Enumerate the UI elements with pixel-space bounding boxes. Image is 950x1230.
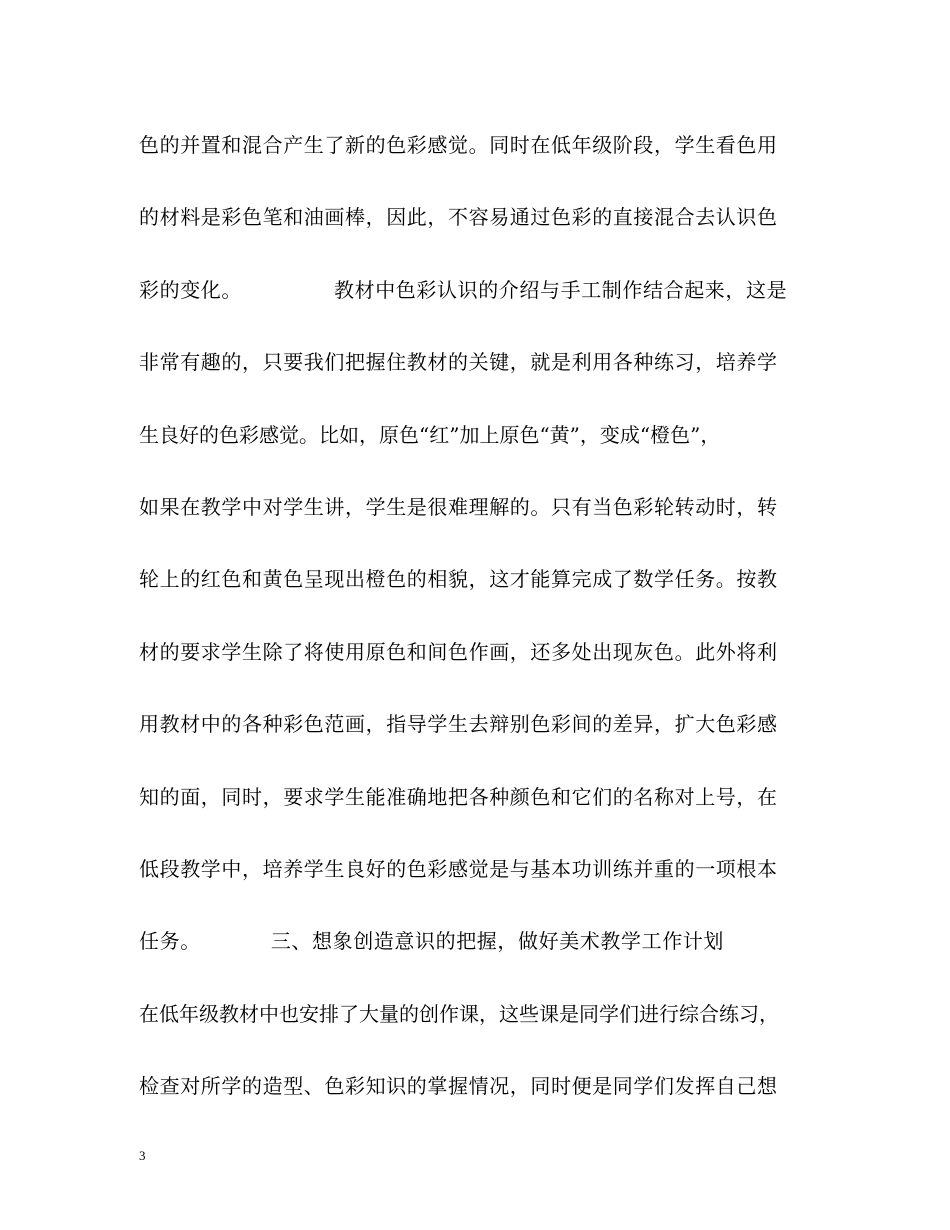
text-line-5: 生良好的色彩感觉。比如，原色“红”加上原色“黄”，变成“橙色”， — [139, 422, 721, 447]
text-line-6: 如果在教学中对学生讲，学生是很难理解的。只有当色彩轮转动时，转 — [139, 494, 778, 519]
text-line-14: 检查对所学的造型、色彩知识的掌握情况，同时便是同学们发挥自己想 — [139, 1074, 778, 1099]
text-line-3-end: 教材中色彩认识的介绍与手工制作结合起来，这是 — [334, 277, 788, 302]
text-line-10: 知的面，同时，要求学生能准确地把各种颜色和它们的名称对上号，在 — [139, 784, 778, 809]
text-line-12 — [139, 917, 819, 989]
text-line-2: 的材料是彩色笔和油画棒，因此，不容易通过色彩的直接混合去认识色 — [139, 205, 778, 230]
text-line-9: 用教材中的各种彩色范画，指导学生去辩别色彩间的差异，扩大色彩感 — [139, 712, 778, 737]
text-line-4: 非常有趣的，只要我们把握住教材的关键，就是利用各种练习，培养学 — [139, 350, 778, 375]
text-line-3-start: 彩的变化。 — [139, 277, 242, 302]
text-line-7: 轮上的红色和黄色呈现出橙色的相貌，这才能算完成了数学任务。按教 — [139, 567, 778, 592]
text-line-11: 低段教学中，培养学生良好的色彩感觉是与基本功训练并重的一项根本 — [139, 856, 778, 881]
page-number: 3 — [139, 1148, 146, 1163]
body-text — [139, 121, 819, 1134]
section-heading: 三、想象创造意识的把握，做好美术教学工作计划 — [270, 929, 725, 954]
text-line-13: 在低年级教材中也安排了大量的创作课，这些课是同学们进行综合练习， — [139, 1001, 779, 1026]
text-line-1: 色的并置和混合产生了新的色彩感觉。同时在低年级阶段，学生看色用 — [139, 133, 778, 157]
text-line-12-start: 任务。 — [139, 929, 201, 954]
text-line-8: 材的要求学生除了将使用原色和间色作画，还多处出现灰色。此外将利 — [139, 639, 778, 664]
text-line-3 — [139, 266, 819, 338]
